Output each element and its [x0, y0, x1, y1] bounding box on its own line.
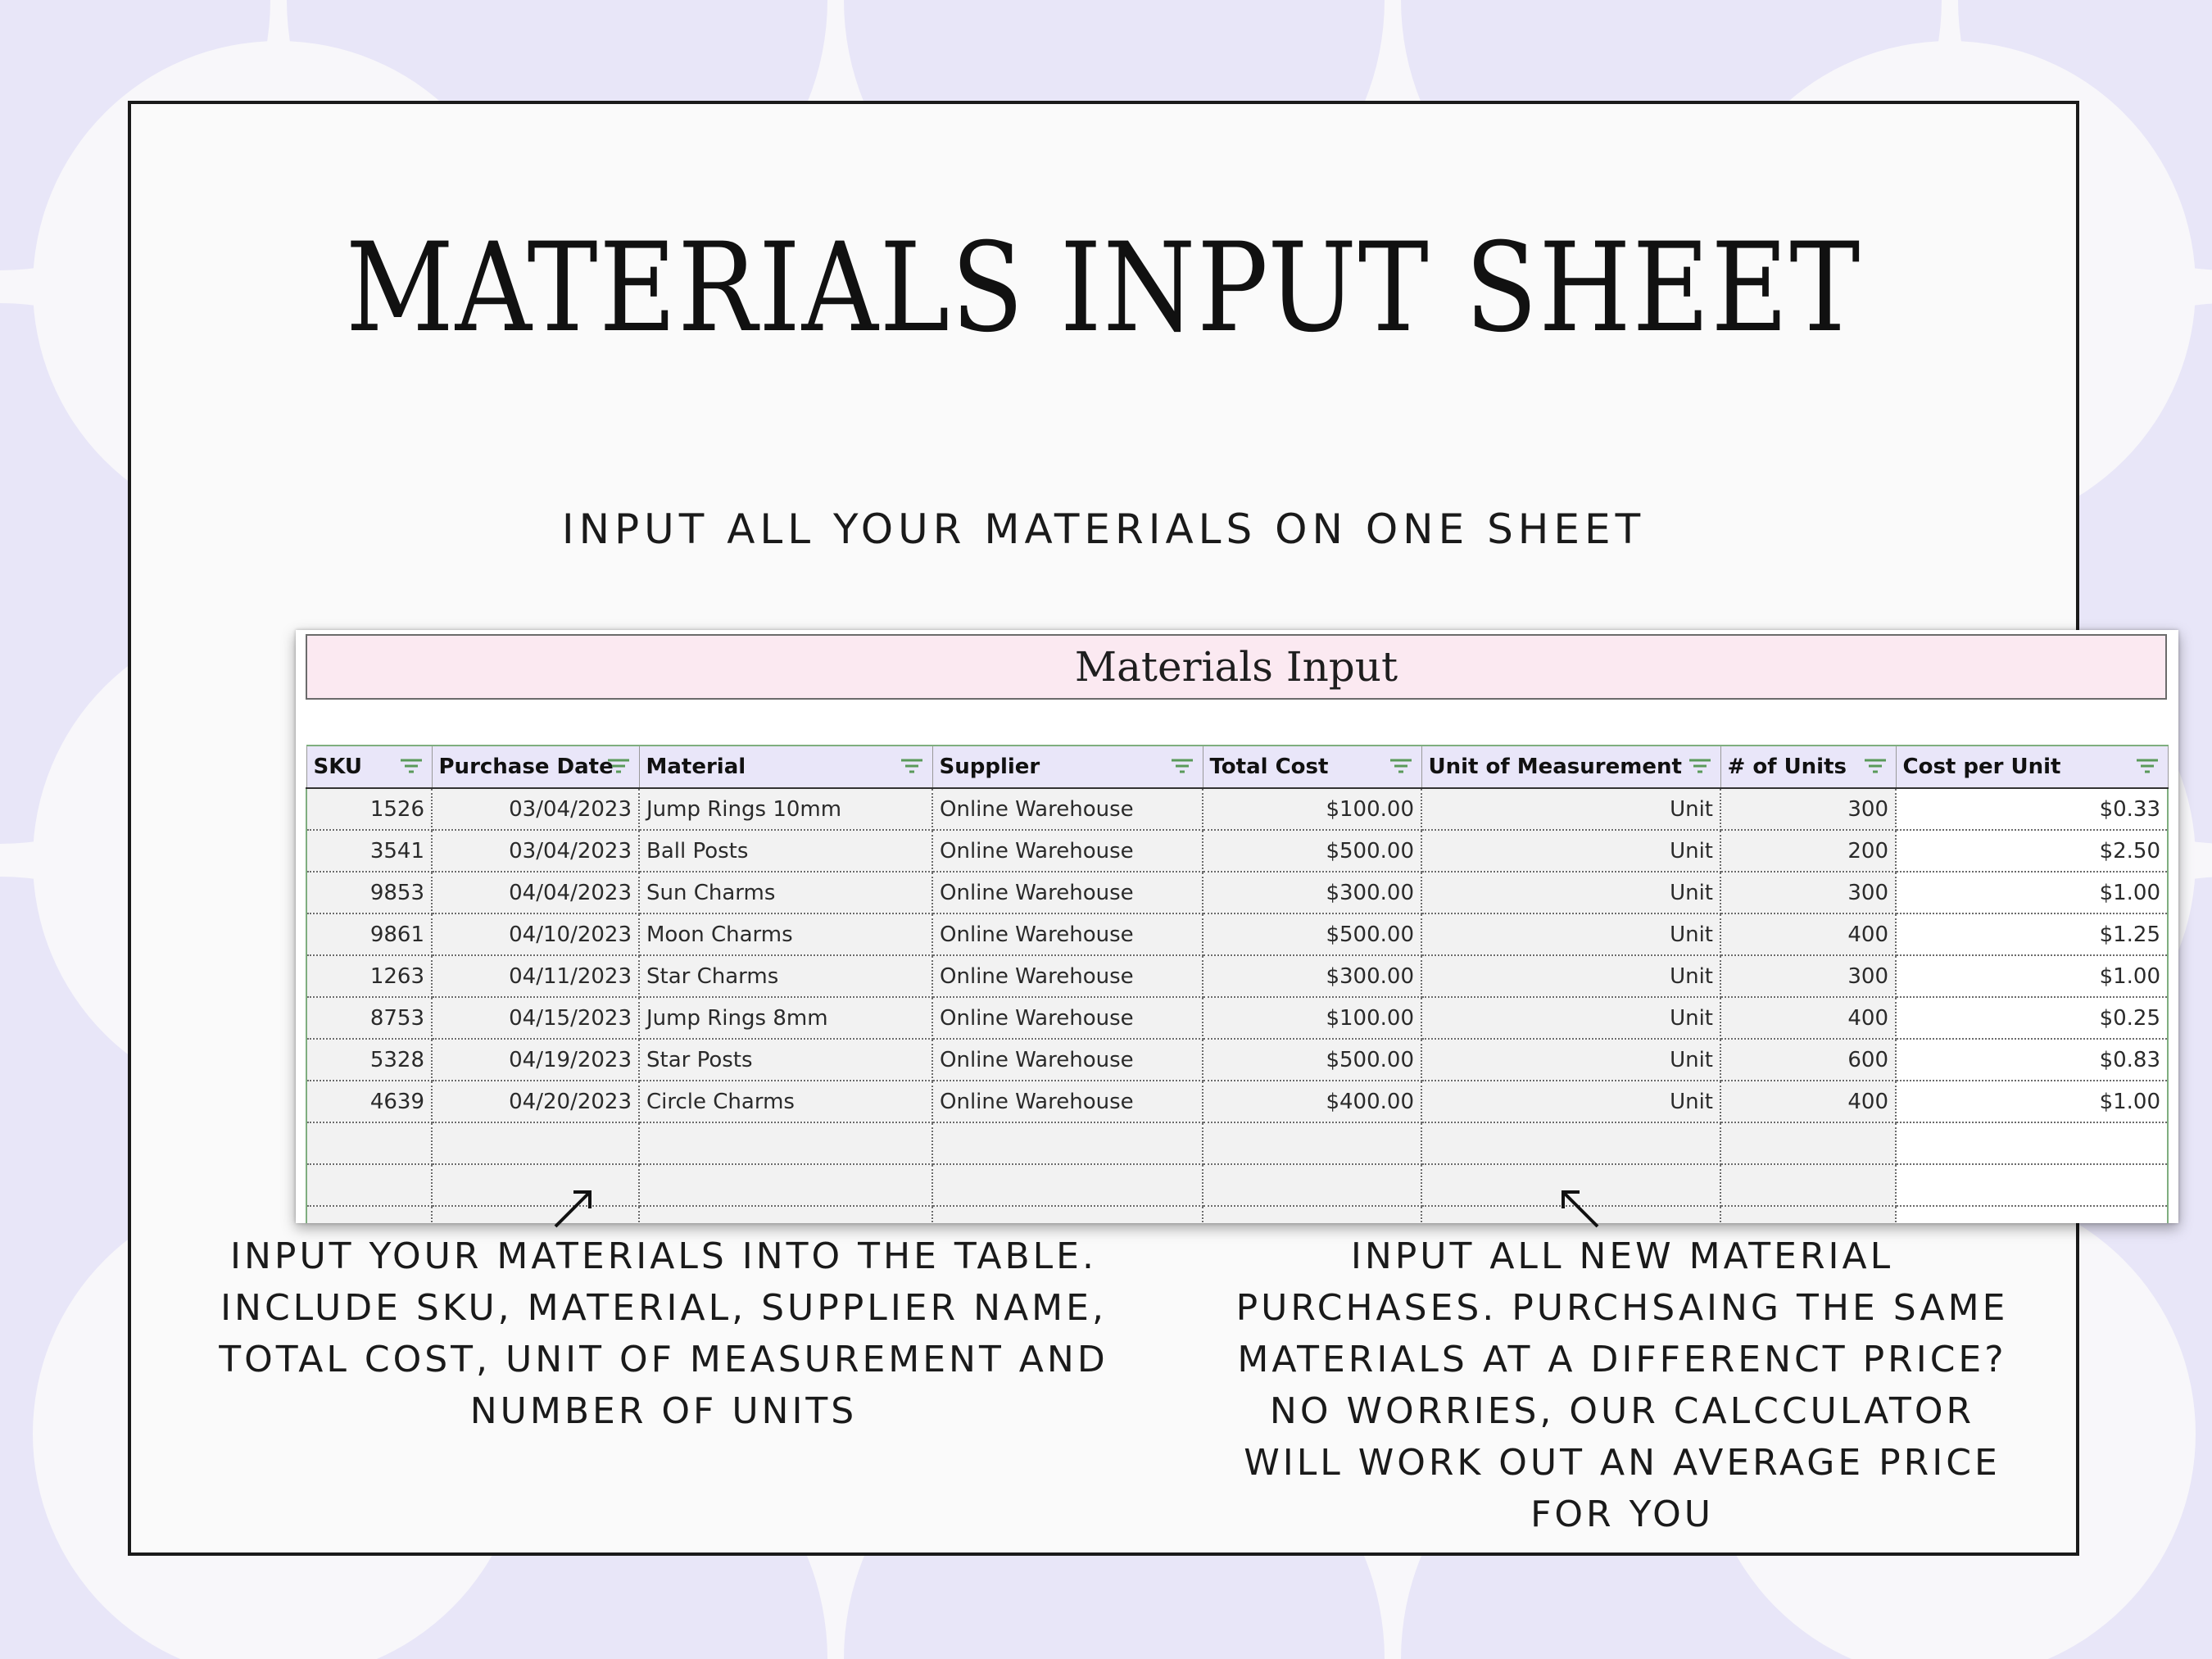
table-cell[interactable]: Online Warehouse: [932, 872, 1203, 913]
empty-cell[interactable]: [639, 1206, 932, 1223]
column-header-label: Unit of Measurement: [1428, 755, 1682, 779]
hint-right-line: FOR YOU: [1530, 1494, 1714, 1535]
table-row: [306, 872, 2168, 913]
empty-cell[interactable]: [432, 1206, 639, 1223]
table-cell[interactable]: 4639: [306, 1081, 432, 1122]
page-title: MATERIALS INPUT SHEET: [345, 217, 1862, 360]
filter-icon[interactable]: [1688, 758, 1712, 776]
table-cell[interactable]: Star Posts: [639, 1039, 932, 1081]
column-header-label: Purchase Date: [438, 755, 614, 779]
table-cell[interactable]: Star Charms: [639, 955, 932, 997]
table-cell[interactable]: Unit: [1421, 1039, 1720, 1081]
empty-table-row: [306, 1122, 2168, 1164]
empty-cell[interactable]: [1896, 1122, 2168, 1164]
table-cell[interactable]: $1.00: [1896, 1081, 2168, 1122]
table-cell[interactable]: Online Warehouse: [932, 913, 1203, 955]
table-cell[interactable]: $400.00: [1203, 1081, 1421, 1122]
table-cell[interactable]: Unit: [1421, 997, 1720, 1039]
table-cell[interactable]: $100.00: [1203, 997, 1421, 1039]
table-row: [306, 1039, 2168, 1081]
table-cell[interactable]: Unit: [1421, 1081, 1720, 1122]
empty-cell[interactable]: [306, 1164, 432, 1206]
table-cell[interactable]: Unit: [1421, 955, 1720, 997]
table-cell[interactable]: Online Warehouse: [932, 1081, 1203, 1122]
table-cell[interactable]: 04/11/2023: [432, 955, 639, 997]
materials-table: [306, 745, 2169, 1223]
table-cell[interactable]: $500.00: [1203, 913, 1421, 955]
table-cell[interactable]: Jump Rings 8mm: [639, 997, 932, 1039]
content-card: [128, 101, 2160, 1556]
column-header-label: Total Cost: [1209, 755, 1329, 779]
filter-icon[interactable]: [900, 758, 924, 776]
page-subtitle: INPUT ALL YOUR MATERIALS ON ONE SHEET: [561, 505, 1646, 553]
sheet-title: Materials Input: [306, 634, 2167, 700]
table-cell[interactable]: 04/19/2023: [432, 1039, 639, 1081]
hint-left-line: TOTAL COST, UNIT OF MEASUREMENT AND: [219, 1339, 1108, 1380]
table-cell[interactable]: 04/20/2023: [432, 1081, 639, 1122]
table-row: [306, 955, 2168, 997]
column-header[interactable]: [1421, 746, 1720, 788]
empty-cell[interactable]: [306, 1122, 432, 1164]
table-cell[interactable]: Online Warehouse: [932, 1039, 1203, 1081]
table-cell[interactable]: Online Warehouse: [932, 955, 1203, 997]
table-cell[interactable]: 03/04/2023: [432, 788, 639, 830]
table-cell[interactable]: Circle Charms: [639, 1081, 932, 1122]
table-row: [306, 830, 2168, 872]
filter-icon[interactable]: [1170, 758, 1194, 776]
table-cell[interactable]: 600: [1720, 1039, 1896, 1081]
column-header-label: Supplier: [939, 755, 1040, 779]
table-cell[interactable]: $500.00: [1203, 1039, 1421, 1081]
empty-cell[interactable]: [432, 1164, 639, 1206]
table-cell[interactable]: 9861: [306, 913, 432, 955]
table-cell[interactable]: 04/04/2023: [432, 872, 639, 913]
empty-cell[interactable]: [1203, 1206, 1421, 1223]
table-cell[interactable]: Unit: [1421, 872, 1720, 913]
hint-right-line: NO WORRIES, OUR CALCCULATOR: [1269, 1390, 1975, 1432]
empty-cell[interactable]: [932, 1122, 1203, 1164]
table-cell[interactable]: $300.00: [1203, 872, 1421, 913]
table-cell[interactable]: Unit: [1421, 788, 1720, 830]
hint-right-line: INPUT ALL NEW MATERIAL: [1350, 1235, 1894, 1277]
table-cell[interactable]: Jump Rings 10mm: [639, 788, 932, 830]
column-header-label: Cost per Unit: [1902, 755, 2061, 779]
empty-cell[interactable]: [639, 1164, 932, 1206]
table-cell[interactable]: Unit: [1421, 830, 1720, 872]
column-header-label: SKU: [313, 755, 363, 779]
column-header[interactable]: [1720, 746, 1896, 788]
table-row: [306, 913, 2168, 955]
empty-cell[interactable]: [1421, 1122, 1720, 1164]
table-cell[interactable]: 04/15/2023: [432, 997, 639, 1039]
column-header[interactable]: [639, 746, 932, 788]
filter-icon[interactable]: [606, 758, 631, 776]
table-cell[interactable]: Moon Charms: [639, 913, 932, 955]
table-cell[interactable]: $0.33: [1896, 788, 2168, 830]
table-row: [306, 788, 2168, 830]
filter-icon[interactable]: [1863, 758, 1888, 776]
filter-icon[interactable]: [399, 758, 424, 776]
arrow-up-right-icon: [549, 1184, 598, 1233]
empty-cell[interactable]: [432, 1122, 639, 1164]
column-header[interactable]: [932, 746, 1203, 788]
column-header[interactable]: [1896, 746, 2168, 788]
hint-right-line: MATERIALS AT A DIFFERENCT PRICE?: [1237, 1339, 2007, 1380]
table-cell[interactable]: 9853: [306, 872, 432, 913]
table-cell[interactable]: 200: [1720, 830, 1896, 872]
empty-cell[interactable]: [1896, 1206, 2168, 1223]
table-cell[interactable]: Online Warehouse: [932, 997, 1203, 1039]
table-cell[interactable]: 300: [1720, 788, 1896, 830]
arrow-up-left-icon: [1555, 1184, 1604, 1233]
table-header-row: [306, 746, 2168, 788]
column-header[interactable]: [432, 746, 639, 788]
table-cell[interactable]: $2.50: [1896, 830, 2168, 872]
table-cell[interactable]: 8753: [306, 997, 432, 1039]
table-cell[interactable]: Sun Charms: [639, 872, 932, 913]
table-cell[interactable]: $0.83: [1896, 1039, 2168, 1081]
table-cell[interactable]: 300: [1720, 955, 1896, 997]
empty-cell[interactable]: [932, 1206, 1203, 1223]
table-cell[interactable]: $300.00: [1203, 955, 1421, 997]
column-header-label: Material: [646, 755, 746, 779]
table-cell[interactable]: 300: [1720, 872, 1896, 913]
hint-right-line: WILL WORK OUT AN AVERAGE PRICE: [1244, 1442, 2001, 1484]
table-cell[interactable]: 5328: [306, 1039, 432, 1081]
filter-icon[interactable]: [2135, 758, 2160, 776]
table-cell[interactable]: Unit: [1421, 913, 1720, 955]
table-cell[interactable]: $1.00: [1896, 872, 2168, 913]
table-cell[interactable]: $100.00: [1203, 788, 1421, 830]
table-cell[interactable]: 400: [1720, 1081, 1896, 1122]
hint-left-line: INPUT YOUR MATERIALS INTO THE TABLE.: [230, 1235, 1097, 1277]
table-cell[interactable]: 04/10/2023: [432, 913, 639, 955]
empty-cell[interactable]: [1720, 1164, 1896, 1206]
hint-left: [172, 1231, 1155, 1437]
empty-cell[interactable]: [1720, 1206, 1896, 1223]
table-cell[interactable]: $1.25: [1896, 913, 2168, 955]
table-cell[interactable]: 1526: [306, 788, 432, 830]
empty-cell[interactable]: [932, 1164, 1203, 1206]
empty-cell[interactable]: [639, 1122, 932, 1164]
empty-cell[interactable]: [306, 1206, 432, 1223]
table-cell[interactable]: Online Warehouse: [932, 830, 1203, 872]
table-cell[interactable]: 3541: [306, 830, 432, 872]
empty-cell[interactable]: [1203, 1122, 1421, 1164]
hint-left-line: NUMBER OF UNITS: [469, 1390, 858, 1432]
empty-cell[interactable]: [1720, 1122, 1896, 1164]
table-cell[interactable]: Online Warehouse: [932, 788, 1203, 830]
hint-right-line: PURCHASES. PURCHSAING THE SAME: [1235, 1287, 2009, 1329]
table-cell[interactable]: 1263: [306, 955, 432, 997]
table-cell[interactable]: $0.25: [1896, 997, 2168, 1039]
hint-right: [1188, 1231, 2056, 1540]
table-cell[interactable]: Ball Posts: [639, 830, 932, 872]
filter-icon[interactable]: [1389, 758, 1413, 776]
table-cell[interactable]: 400: [1720, 997, 1896, 1039]
table-cell[interactable]: 03/04/2023: [432, 830, 639, 872]
hint-left-line: INCLUDE SKU, MATERIAL, SUPPLIER NAME,: [220, 1287, 1107, 1329]
column-header-label: # of Units: [1727, 755, 1847, 779]
table-row: [306, 997, 2168, 1039]
column-header[interactable]: [1203, 746, 1421, 788]
table-cell[interactable]: $1.00: [1896, 955, 2168, 997]
table-row: [306, 1081, 2168, 1122]
table-cell[interactable]: 400: [1720, 913, 1896, 955]
empty-cell[interactable]: [1203, 1164, 1421, 1206]
column-header[interactable]: [306, 746, 432, 788]
spreadsheet-preview: [296, 630, 2178, 1223]
table-cell[interactable]: $500.00: [1203, 830, 1421, 872]
empty-cell[interactable]: [1896, 1164, 2168, 1206]
